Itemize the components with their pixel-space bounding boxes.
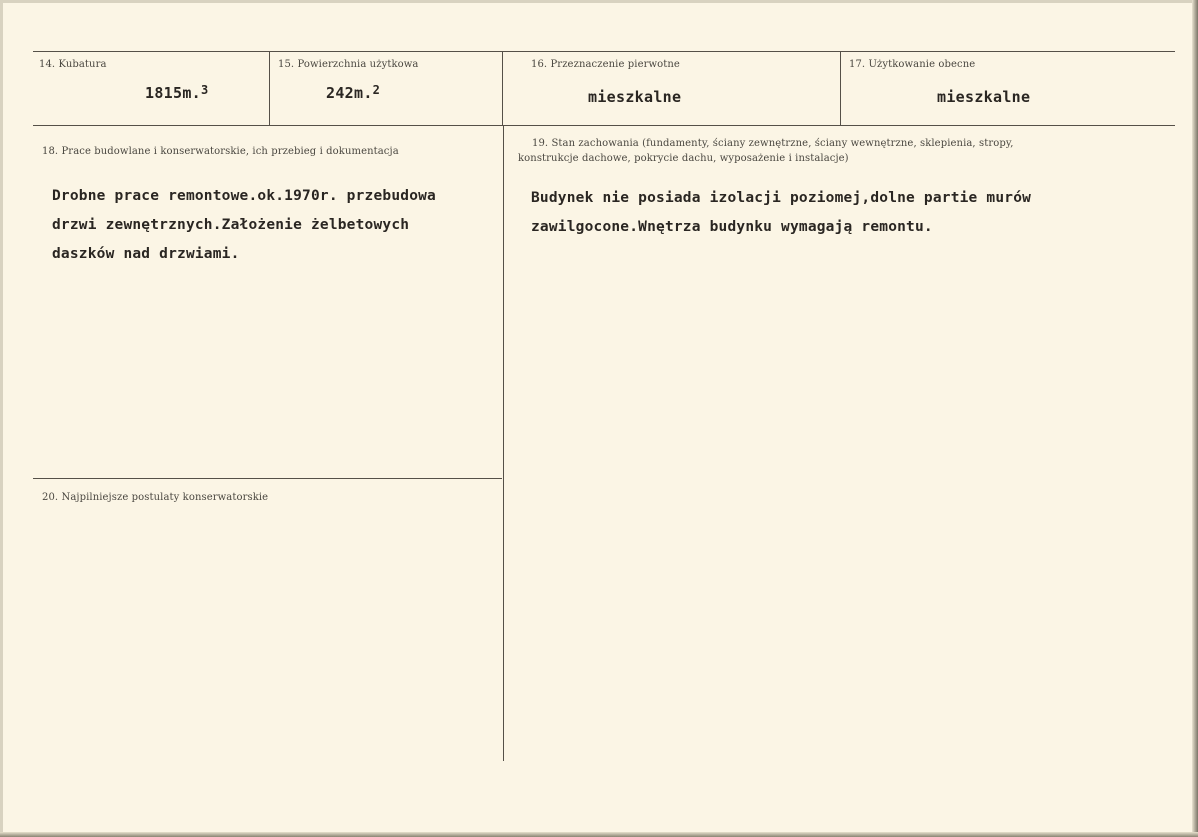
uzytkowanie-label: 17. Użytkowanie obecne bbox=[849, 59, 976, 70]
kubatura-number: 1815m. bbox=[145, 84, 201, 102]
przeznaczenie-label: 16. Przeznaczenie pierwotne bbox=[531, 59, 680, 70]
prace-label: 18. Prace budowlane i konserwatorskie, ich przebieg i dokumentacja bbox=[42, 146, 399, 157]
uzytkowanie-value: mieszkalne bbox=[937, 88, 1031, 106]
stan-label-line2: konstrukcje dachowe, pokrycie dachu, wyposażenie i instalacje) bbox=[518, 153, 849, 164]
main-divider bbox=[503, 125, 504, 761]
col-divider-1 bbox=[269, 51, 270, 125]
card-edge-right bbox=[1192, 0, 1198, 837]
top-rule bbox=[33, 51, 1175, 52]
powierzchnia-exponent: 2 bbox=[372, 83, 381, 97]
kubatura-value bbox=[145, 84, 209, 102]
powierzchnia-label: 15. Powierzchnia użytkowa bbox=[278, 59, 419, 70]
col-divider-3 bbox=[840, 51, 841, 125]
row-divider bbox=[33, 125, 1175, 126]
card-edge-bottom bbox=[0, 832, 1198, 837]
powierzchnia-number: 242m. bbox=[326, 84, 373, 102]
col-divider-2 bbox=[502, 51, 503, 125]
stan-text: Budynek nie posiada izolacji poziomej,dolne partie murów zawilgocone.Wnętrza budynku wymagają remontu. bbox=[531, 190, 1032, 235]
przeznaczenie-value: mieszkalne bbox=[588, 88, 682, 106]
stan-label-line1: 19. Stan zachowania (fundamenty, ściany zewnętrzne, ściany wewnętrzne, sklepienia, stropy, bbox=[532, 138, 1014, 149]
kubatura-label: 14. Kubatura bbox=[39, 59, 107, 70]
postulaty-label: 20. Najpilniejsze postulaty konserwatorskie bbox=[42, 492, 269, 503]
kubatura-exponent: 3 bbox=[201, 83, 209, 97]
prace-text: Drobne prace remontowe.ok.1970r. przebudowa drzwi zewnętrznych.Założenie żelbetowych daszków nad drzwiami. bbox=[52, 188, 436, 262]
section-divider bbox=[33, 478, 502, 479]
powierzchnia-value bbox=[326, 84, 380, 102]
